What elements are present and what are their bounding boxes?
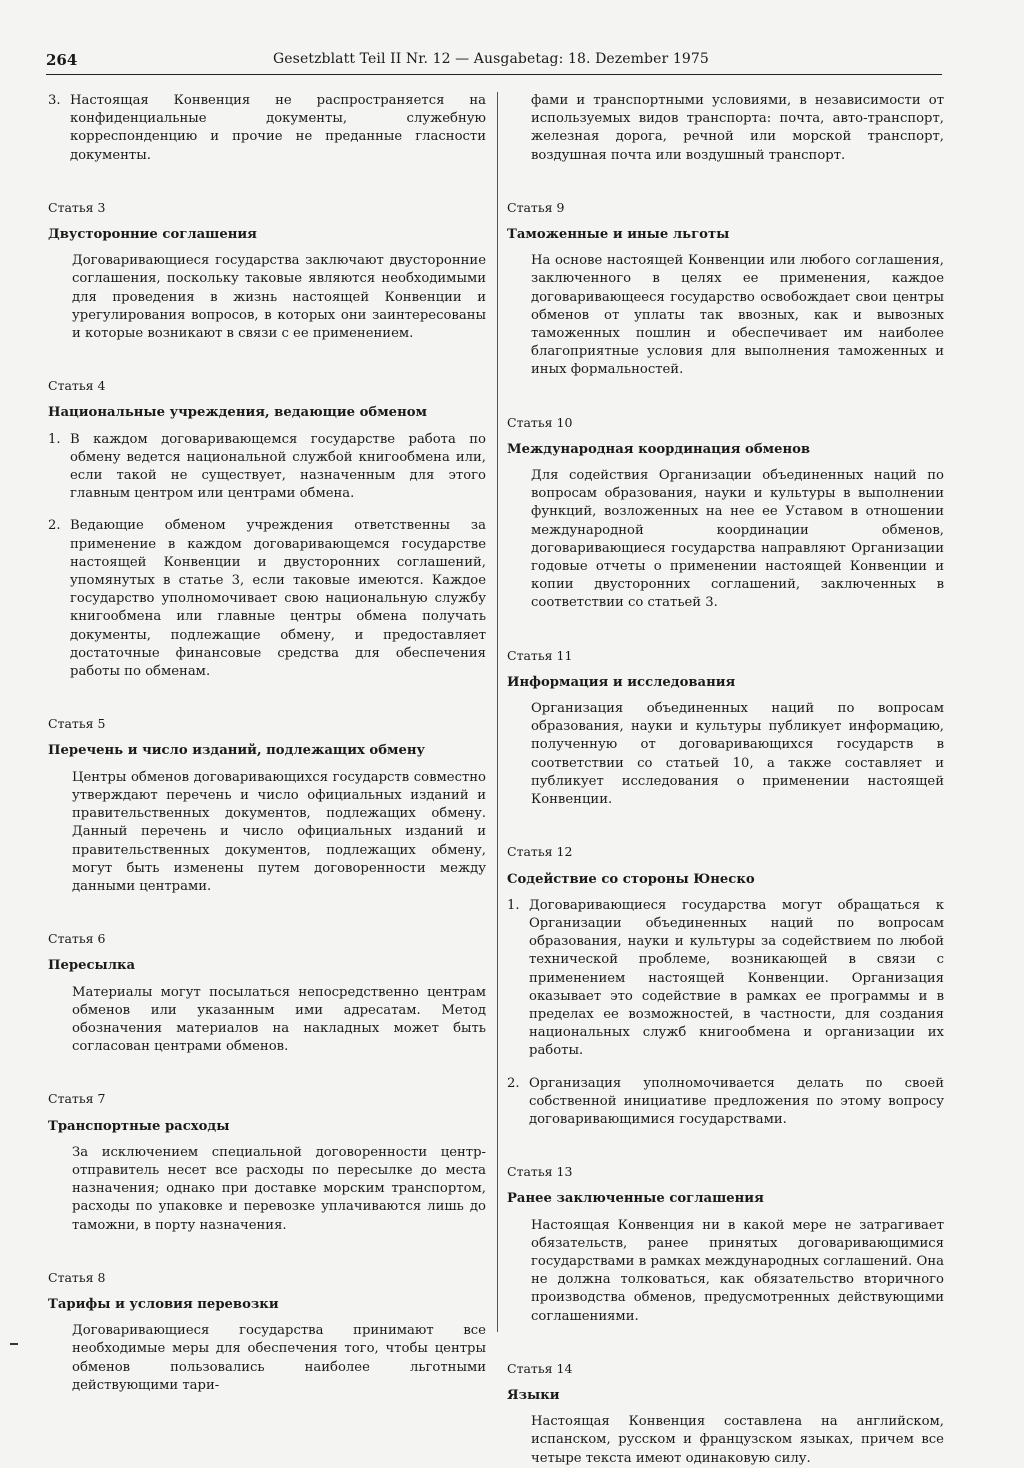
article-9 (507, 199, 944, 380)
column-divider (497, 92, 498, 1332)
article-label: Статья 11 (507, 647, 573, 663)
margin-mark (10, 1343, 18, 1345)
article-text: За исключением специальной договоренности центр-отправитель несет все расходы по пересылке до места назначения; однако при доставке морским транспортом, расходы по упаковке и перевозке уплачиваются лишь до таможни, в порту назначения. (72, 1144, 486, 1233)
header-title: Gesetzblatt Teil II Nr. 12 — Ausgabetag: 18. Dezember 1975 (273, 51, 709, 67)
item-number: 2. (48, 518, 61, 534)
article-text: Организация объединенных наций по вопросам образования, науки и культуры публикует информацию, полученную от договаривающихся государств в соответствии со статьей 10, а также составляет и публикует исследования о применении настоящей Конвенции. (531, 701, 944, 808)
article-10 (507, 414, 944, 613)
article-label: Статья 9 (507, 199, 565, 215)
article-text: Для содействия Организации объединенных наций по вопросам образования, науки и культуры в выполнении функций, возложенных на нее ее Уставом в отношении международной координации обменов, договаривающиеся государства направляют Организации годовые отчеты о применении настоящей Конвенции и копии двусторонних соглашений, заключенных в соответствии со статьей 3. (531, 468, 944, 611)
item-number: 1. (48, 431, 61, 447)
article-title: Языки (507, 1387, 560, 1403)
article-text: Настоящая Конвенция составлена на английском, испанском, русском и французском языках, причем все четыре текста имеют одинаковую силу. (531, 1414, 944, 1466)
article-7 (48, 1090, 486, 1234)
page-header (46, 48, 942, 75)
article-label: Статья 12 (507, 844, 573, 860)
article-title: Транспортные расходы (48, 1118, 230, 1134)
article-title: Двусторонние соглашения (48, 227, 257, 243)
article-11 (507, 647, 944, 810)
article-13 (507, 1163, 944, 1326)
list-item (48, 517, 486, 681)
continuation-text: фами и транспортными условиями, в независимости от используемых видов транспорта: почта, авто-транспорт, железная дорога, речной или морской транспорт, воздушная почта или воздушный транспорт. (531, 93, 944, 163)
item-text: Настоящая Конвенция не распространяется на конфиденциальные документы, служебную корреспонденцию и прочие не преданные гласности документы. (70, 93, 486, 163)
article-6 (48, 930, 486, 1056)
item-number: 3. (48, 93, 61, 108)
article-label: Статья 8 (48, 1269, 106, 1285)
item-text: Ведающие обменом учреждения ответственны за применение в каждом договаривающемся государстве настоящей Конвенции и двусторонних соглашений, упомянутых в статье 3, если таковые имеются. Каждое государство уполномочивает свою национальную службу книгообмена или главные центры обмена получать документы, подлежащие обмену, и предоставляет достаточные финансовые средства для обеспечения работы по обменам. (70, 518, 486, 680)
article-label: Статья 10 (507, 414, 573, 430)
list-item (507, 897, 944, 1061)
article-title: Пересылка (48, 958, 136, 974)
article-label: Статья 6 (48, 931, 106, 947)
item-text: Организация уполномочивается делать по своей собственной инициативе предложения по этому вопросу договаривающимися государствами. (529, 1075, 944, 1127)
article-text: Центры обменов договаривающихся государств совместно утверждают перечень и число официальных изданий и правительственных документов, подлежащих обмену. Данный перечень и число официальных изданий и правительственных документов, подлежащих обмену, могут быть изменены путем договоренности между данными центрами. (72, 769, 486, 894)
article-14 (507, 1360, 944, 1468)
article-text: Материалы могут посылаться непосредственно центрам обменов или указанным ими адресатам. Метод обозначения материалов на накладных может быть согласован центрами обменов. (72, 984, 486, 1055)
list-item (48, 431, 486, 504)
article-4 (48, 377, 486, 681)
article-label: Статья 14 (507, 1360, 573, 1376)
article-title: Таможенные и иные льготы (507, 227, 730, 243)
article-label: Статья 7 (48, 1091, 106, 1107)
article-text: Договаривающиеся государства принимают все необходимые меры для обеспечения того, чтобы центры обменов пользовались наиболее льготными действующими тари- (72, 1323, 486, 1393)
article-title: Содействие со стороны Юнеско (507, 871, 755, 887)
list-item (507, 1075, 944, 1130)
intro-paragraph (48, 92, 486, 165)
article-3 (48, 199, 486, 343)
article-text: Настоящая Конвенция ни в какой мере не затрагивает обязательств, ранее принятых договаривающимися государствами в рамках международных соглашений. Она не должна толковаться, как обязательство вторичного производства обменов, предусмотренных действующими соглашениями. (531, 1217, 944, 1324)
item-number: 1. (507, 897, 520, 913)
article-12 (507, 843, 944, 1129)
article-title: Информация и исследования (507, 674, 736, 690)
article-title: Перечень и число изданий, подлежащих обмену (48, 743, 425, 759)
article-label: Статья 13 (507, 1164, 573, 1180)
right-column (507, 92, 944, 1468)
article-title: Тарифы и условия перевозки (48, 1296, 279, 1312)
article-title: Национальные учреждения, ведающие обменом (48, 405, 427, 421)
article-8 (48, 1269, 486, 1395)
item-text: В каждом договаривающемся государстве работа по обмену ведется национальной службой книгообмена или, если такой не существует, назначенным для этого главным центром или центрами обмена. (70, 431, 486, 502)
article-5 (48, 715, 486, 896)
page-number: 264 (46, 51, 78, 69)
article-text: На основе настоящей Конвенции или любого соглашения, заключенного в целях ее применения, каждое договаривающееся государство освобождает свои центры обменов от уплаты так ввозных, как и вывозных таможенных пошлин и обеспечивает им наиболее благоприятные условия для выполнения таможенных и иных формальностей. (531, 253, 944, 378)
article-label: Статья 4 (48, 378, 106, 394)
left-column (48, 92, 486, 1395)
article-label: Статья 3 (48, 199, 106, 215)
item-number: 2. (507, 1075, 520, 1091)
item-text: Договаривающиеся государства могут обращаться к Организации объединенных наций по вопросам образования, науки и культуры за содействием по любой технической проблеме, возникающей в связи с применением настоящей Конвенции. Организация оказывает это содействие в рамках ее программы и в пределах ее возможностей, в частности, для создания национальных служб книгообмена и организации их работы. (529, 897, 944, 1059)
article-title: Международная координация обменов (507, 441, 811, 457)
article-title: Ранее заключенные соглашения (507, 1191, 764, 1207)
article-label: Статья 5 (48, 716, 106, 732)
article-text: Договаривающиеся государства заключают двусторонние соглашения, поскольку таковые являются необходимыми для проведения в жизнь настоящей Конвенции и урегулирования вопросов, в которых они заинтересованы и которые возникают в связи с ее применением. (72, 253, 486, 342)
